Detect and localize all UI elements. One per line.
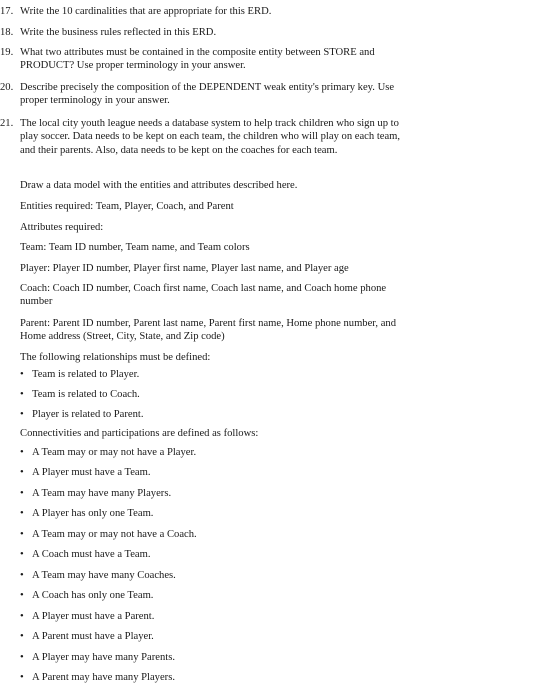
team-attributes: Team: Team ID number, Team name, and Team colors xyxy=(20,242,250,253)
draw-instruction: Draw a data model with the entities and attributes described here. xyxy=(20,180,298,191)
question-number: 21. xyxy=(0,118,14,129)
question-text: What two attributes must be contained in the composite entity between STORE and PRODUCT? Use proper terminology in your answer. xyxy=(20,47,375,72)
attributes-heading: Attributes required: xyxy=(20,222,104,233)
coach-attributes: Coach: Coach ID number, Coach first name, Coach last name, and Coach home phone number xyxy=(20,283,387,308)
bullet-icon: • xyxy=(20,508,24,519)
bullet-icon: • xyxy=(20,652,24,663)
question-text: Describe precisely the composition of the DEPENDENT weak entity's primary key. Use proper terminology in your answer. xyxy=(20,82,395,107)
entities-required: Entities required: Team, Player, Coach, and Parent xyxy=(20,201,234,212)
question-text: The local city youth league needs a database system to help track children who sign up to play soccer. Data needs to be kept on each team, the children who will play on each team, and their parents. Also, data needs to be kept on the coaches for each team. xyxy=(20,118,401,156)
question-text: Write the business rules reflected in this ERD. xyxy=(20,27,217,38)
bullet-icon: • xyxy=(20,447,24,458)
bullet-icon: • xyxy=(20,369,24,380)
bullet-icon: • xyxy=(20,631,24,642)
question-number: 18. xyxy=(0,27,14,38)
bullet-icon: • xyxy=(20,488,24,499)
bullet-icon: • xyxy=(20,389,24,400)
question-number: 20. xyxy=(0,82,14,93)
parent-attributes: Parent: Parent ID number, Parent last name, Parent first name, Home phone number, and Home address (Street, City, State, and Zip code) xyxy=(20,318,397,343)
bullet-icon: • xyxy=(20,409,24,420)
bullet-icon: • xyxy=(20,467,24,478)
question-text: Write the 10 cardinalities that are appropriate for this ERD. xyxy=(20,6,272,17)
question-number: 19. xyxy=(0,47,14,58)
bullet-icon: • xyxy=(20,590,24,601)
bullet-icon: • xyxy=(20,549,24,560)
connectivities-heading: Connectivities and participations are defined as follows: xyxy=(20,428,259,439)
document-page: 17. Write the 10 cardinalities that are appropriate for this ERD. 18. Write the business rules reflected in this ERD. 19. What two attributes must be contained in the composite entity between STORE and PRODUCT? Use proper terminology in your answer. 20. Describe precisely the composition of the DEPENDENT weak entity's primary key. Use proper terminology in your answer. 21. The local city youth league needs a database system to help track children who sign up to play soccer. Data needs to be kept on each team, the children who will play on each team, and their parents. Also, data needs to be kept on the coaches for each team. Draw a data model with the entities and attributes described here. Entities required: Team, Player, Coach, and Parent Attributes required: Team: Team ID number, Team name, and Team colors Player: Player ID number, Player first name, Player last name, and Player age Coach: Coach ID number, Coach first name, Coach last name, and Coach home phone number Parent: Parent ID number, Parent last name, Parent first name, Home phone number, and Home address (Street, City, State, and Zip code) The following relationships must be defined: • Team is related to Player. • Team is related to Coach. • Player is related to Parent. Connectivities and participations are defined as follows: • A Team may or may not have a Player. • A Player must have a Team. • A Team may have many Players. • A Player has only one Team. • A Team may or may not have a Coach. • A Coach must have a Team. • A Team may have many Coaches. • A Coach has only one Team. • A Player must have a Parent. • A Parent must have a Player. • A Player may have many Parents. • A Parent may have many Players. xyxy=(0,0,533,700)
bullet-icon: • xyxy=(20,570,24,581)
question-number: 17. xyxy=(0,6,14,17)
bullet-icon: • xyxy=(20,529,24,540)
bullet-icon: • xyxy=(20,611,24,622)
player-attributes: Player: Player ID number, Player first name, Player last name, and Player age xyxy=(20,263,349,274)
relationships-heading: The following relationships must be defined: xyxy=(20,352,211,363)
bullet-icon: • xyxy=(20,672,24,683)
